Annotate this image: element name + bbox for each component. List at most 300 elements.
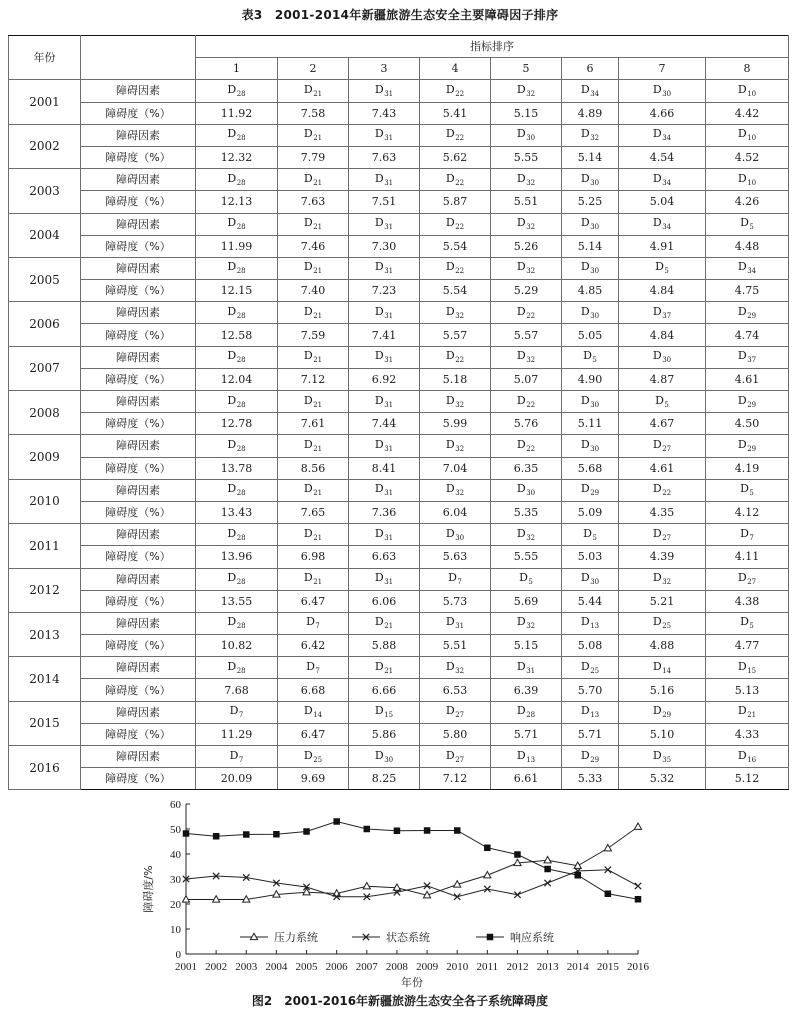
factor-code-subscript: 31 bbox=[526, 666, 536, 675]
factor-code-subscript: 5 bbox=[528, 578, 533, 587]
factor-code-subscript: 30 bbox=[455, 533, 465, 542]
legend-marker bbox=[250, 933, 257, 939]
factor-code bbox=[491, 213, 562, 235]
data-point bbox=[183, 831, 189, 837]
factor-code-subscript: 7 bbox=[315, 622, 320, 631]
factor-code-letter: D bbox=[374, 482, 384, 496]
factor-code-subscript: 21 bbox=[747, 711, 757, 720]
factor-code-subscript: 31 bbox=[384, 356, 394, 365]
data-point bbox=[544, 856, 551, 862]
factor-code-letter: D bbox=[516, 482, 526, 496]
factor-code bbox=[349, 568, 420, 590]
factor-code bbox=[196, 568, 278, 590]
factor-code-letter: D bbox=[303, 482, 313, 496]
data-point bbox=[182, 896, 189, 902]
factor-code-subscript: 5 bbox=[749, 622, 754, 631]
factor-row bbox=[9, 612, 789, 634]
factor-code-letter: D bbox=[652, 349, 662, 363]
factor-code bbox=[420, 124, 491, 146]
factor-label: 障碍因素 bbox=[81, 435, 196, 457]
factor-code-subscript: 34 bbox=[662, 134, 672, 143]
factor-code-letter: D bbox=[303, 571, 313, 585]
degree-value: 4.38 bbox=[706, 590, 789, 612]
factor-code-subscript: 29 bbox=[747, 311, 757, 320]
x-tick-label: 2011 bbox=[476, 961, 499, 973]
factor-code-subscript: 7 bbox=[457, 578, 462, 587]
degree-value: 5.14 bbox=[562, 235, 619, 257]
factor-code-subscript: 21 bbox=[313, 356, 323, 365]
degree-value: 6.06 bbox=[349, 590, 420, 612]
factor-code bbox=[196, 479, 278, 501]
data-point bbox=[484, 845, 490, 851]
factor-code-subscript: 29 bbox=[662, 711, 672, 720]
factor-code bbox=[349, 169, 420, 191]
factor-code-subscript: 14 bbox=[313, 711, 323, 720]
degree-value: 5.86 bbox=[349, 723, 420, 745]
degree-value: 5.57 bbox=[491, 324, 562, 346]
degree-value: 5.03 bbox=[562, 546, 619, 568]
x-tick-label: 2012 bbox=[506, 961, 529, 973]
degree-value: 5.21 bbox=[619, 590, 706, 612]
factor-code-letter: D bbox=[516, 748, 526, 762]
year-cell: 2003 bbox=[9, 169, 81, 213]
factor-code-subscript: 22 bbox=[455, 89, 465, 98]
factor-label: 障碍因素 bbox=[81, 612, 196, 634]
factor-code bbox=[278, 568, 349, 590]
rank-number: 1 bbox=[196, 58, 278, 80]
factor-code bbox=[278, 391, 349, 413]
factor-code bbox=[349, 612, 420, 634]
degree-value: 13.96 bbox=[196, 546, 278, 568]
factor-code bbox=[619, 524, 706, 546]
factor-code bbox=[349, 391, 420, 413]
factor-code-letter: D bbox=[374, 615, 384, 629]
degree-row bbox=[9, 102, 789, 124]
degree-value: 4.67 bbox=[619, 413, 706, 435]
factor-code-letter: D bbox=[652, 748, 662, 762]
factor-code-letter: D bbox=[516, 260, 526, 274]
degree-value: 11.99 bbox=[196, 235, 278, 257]
y-axis-title: 障碍度/% bbox=[142, 865, 155, 913]
factor-code-letter: D bbox=[374, 349, 384, 363]
factor-code bbox=[196, 524, 278, 546]
degree-value: 5.16 bbox=[619, 679, 706, 701]
factor-code bbox=[619, 257, 706, 279]
factor-code-letter: D bbox=[655, 393, 664, 407]
degree-label: 障碍度（%） bbox=[81, 324, 196, 346]
factor-code-letter: D bbox=[306, 615, 315, 629]
degree-value: 7.23 bbox=[349, 280, 420, 302]
factor-code-letter: D bbox=[652, 82, 662, 96]
factor-code-letter: D bbox=[580, 171, 590, 185]
degree-value: 4.66 bbox=[619, 102, 706, 124]
degree-value: 5.15 bbox=[491, 635, 562, 657]
factor-code-subscript: 21 bbox=[313, 578, 323, 587]
degree-value: 4.77 bbox=[706, 635, 789, 657]
degree-value: 7.63 bbox=[278, 191, 349, 213]
factor-code-letter: D bbox=[374, 82, 384, 96]
degree-row bbox=[9, 191, 789, 213]
x-tick-label: 2015 bbox=[596, 961, 619, 973]
data-point bbox=[213, 896, 220, 902]
degree-label: 障碍度（%） bbox=[81, 723, 196, 745]
obstacle-factor-table bbox=[8, 35, 789, 790]
degree-value: 11.92 bbox=[196, 102, 278, 124]
factor-code bbox=[619, 391, 706, 413]
data-point bbox=[454, 894, 460, 900]
factor-code-letter: D bbox=[303, 704, 313, 718]
table-title: 表3 2001-2014年新疆旅游生态安全主要障碍因子排序 bbox=[241, 8, 559, 22]
factor-code-subscript: 21 bbox=[384, 622, 394, 631]
factor-code-letter: D bbox=[445, 304, 455, 318]
factor-code bbox=[278, 124, 349, 146]
factor-code bbox=[706, 80, 789, 102]
degree-value: 4.75 bbox=[706, 280, 789, 302]
factor-code bbox=[706, 302, 789, 324]
factor-code-letter: D bbox=[580, 260, 590, 274]
factor-code bbox=[491, 568, 562, 590]
degree-value: 12.32 bbox=[196, 146, 278, 168]
degree-value: 4.39 bbox=[619, 546, 706, 568]
degree-label: 障碍度（%） bbox=[81, 679, 196, 701]
factor-code-subscript: 37 bbox=[747, 356, 757, 365]
degree-value: 7.12 bbox=[278, 368, 349, 390]
degree-value: 7.59 bbox=[278, 324, 349, 346]
degree-label: 障碍度（%） bbox=[81, 102, 196, 124]
factor-code-subscript: 25 bbox=[590, 666, 600, 675]
degree-row bbox=[9, 368, 789, 390]
factor-code bbox=[562, 124, 619, 146]
factor-code bbox=[562, 213, 619, 235]
degree-label: 障碍度（%） bbox=[81, 457, 196, 479]
x-tick-label: 2013 bbox=[536, 961, 559, 973]
factor-code-subscript: 31 bbox=[384, 267, 394, 276]
legend-label: 压力系统 bbox=[274, 931, 318, 944]
factor-code-subscript: 28 bbox=[236, 444, 246, 453]
factor-code-subscript: 25 bbox=[313, 755, 323, 764]
data-point bbox=[394, 828, 400, 834]
degree-value: 6.68 bbox=[278, 679, 349, 701]
rank-number: 7 bbox=[619, 58, 706, 80]
factor-code bbox=[196, 80, 278, 102]
factor-code bbox=[562, 435, 619, 457]
degree-value: 5.63 bbox=[420, 546, 491, 568]
factor-code bbox=[619, 346, 706, 368]
factor-code-letter: D bbox=[516, 526, 526, 540]
factor-code-letter: D bbox=[227, 615, 237, 629]
factor-code-subscript: 34 bbox=[662, 178, 672, 187]
factor-code-subscript: 5 bbox=[592, 533, 597, 542]
factor-code-subscript: 16 bbox=[747, 755, 757, 764]
factor-code-letter: D bbox=[227, 571, 237, 585]
factor-code-subscript: 22 bbox=[455, 134, 465, 143]
factor-code-letter: D bbox=[303, 526, 313, 540]
factor-code-subscript: 31 bbox=[384, 533, 394, 542]
degree-value: 4.61 bbox=[619, 457, 706, 479]
factor-code-subscript: 28 bbox=[236, 134, 246, 143]
degree-row bbox=[9, 413, 789, 435]
degree-value: 5.62 bbox=[420, 146, 491, 168]
factor-code bbox=[491, 169, 562, 191]
factor-code bbox=[491, 346, 562, 368]
factor-code-letter: D bbox=[652, 659, 662, 673]
factor-code bbox=[420, 257, 491, 279]
year-cell: 2016 bbox=[9, 746, 81, 790]
factor-code-subscript: 7 bbox=[238, 711, 244, 720]
degree-value: 6.53 bbox=[420, 679, 491, 701]
factor-code-letter: D bbox=[737, 748, 747, 762]
factor-code-subscript: 32 bbox=[455, 311, 465, 320]
degree-value: 7.41 bbox=[349, 324, 420, 346]
factor-code-letter: D bbox=[580, 704, 590, 718]
factor-code bbox=[420, 612, 491, 634]
degree-value: 6.04 bbox=[420, 501, 491, 523]
year-header: 年份 bbox=[9, 36, 81, 80]
factor-code bbox=[420, 346, 491, 368]
factor-code bbox=[420, 746, 491, 768]
degree-value: 4.26 bbox=[706, 191, 789, 213]
factor-row bbox=[9, 80, 789, 102]
degree-value: 5.69 bbox=[491, 590, 562, 612]
factor-code-subscript: 27 bbox=[747, 578, 757, 587]
degree-label: 障碍度（%） bbox=[81, 280, 196, 302]
factor-code bbox=[562, 302, 619, 324]
factor-code-letter: D bbox=[445, 260, 455, 274]
factor-row bbox=[9, 524, 789, 546]
degree-value: 10.82 bbox=[196, 635, 278, 657]
factor-code bbox=[349, 524, 420, 546]
year-cell: 2011 bbox=[9, 524, 81, 568]
factor-code-subscript: 30 bbox=[590, 400, 600, 409]
x-tick-label: 2014 bbox=[566, 961, 589, 973]
degree-value: 7.40 bbox=[278, 280, 349, 302]
factor-code-letter: D bbox=[448, 571, 457, 585]
factor-code-subscript: 31 bbox=[384, 178, 394, 187]
factor-code-letter: D bbox=[374, 216, 384, 230]
subsystem-obstacle-line-chart bbox=[0, 790, 800, 990]
degree-value: 6.47 bbox=[278, 590, 349, 612]
degree-value: 7.65 bbox=[278, 501, 349, 523]
factor-code-subscript: 28 bbox=[236, 400, 246, 409]
factor-code-letter: D bbox=[227, 349, 237, 363]
factor-code-letter: D bbox=[227, 127, 237, 141]
factor-code bbox=[349, 746, 420, 768]
factor-code-subscript: 32 bbox=[526, 223, 536, 232]
figure-caption: 图2 2001-2016年新疆旅游生态安全各子系统障碍度 bbox=[251, 994, 549, 1008]
factor-code-subscript: 31 bbox=[384, 400, 394, 409]
factor-code-subscript: 32 bbox=[455, 666, 465, 675]
factor-code-letter: D bbox=[445, 171, 455, 185]
factor-code bbox=[619, 701, 706, 723]
factor-code bbox=[491, 435, 562, 457]
factor-code-subscript: 13 bbox=[590, 622, 600, 631]
factor-code-letter: D bbox=[516, 704, 526, 718]
factor-code-letter: D bbox=[445, 704, 455, 718]
factor-code-letter: D bbox=[580, 304, 590, 318]
factor-code-letter: D bbox=[652, 615, 662, 629]
factor-code-subscript: 28 bbox=[236, 578, 246, 587]
factor-label: 障碍因素 bbox=[81, 257, 196, 279]
factor-code bbox=[619, 124, 706, 146]
factor-row bbox=[9, 568, 789, 590]
x-tick-label: 2009 bbox=[416, 961, 439, 973]
factor-code bbox=[349, 213, 420, 235]
degree-value: 7.58 bbox=[278, 102, 349, 124]
factor-code-letter: D bbox=[516, 216, 526, 230]
factor-code-letter: D bbox=[516, 304, 526, 318]
factor-code-subscript: 28 bbox=[236, 178, 246, 187]
factor-label: 障碍因素 bbox=[81, 169, 196, 191]
factor-code bbox=[349, 124, 420, 146]
degree-value: 7.61 bbox=[278, 413, 349, 435]
factor-code bbox=[420, 568, 491, 590]
factor-code-subscript: 22 bbox=[455, 223, 465, 232]
factor-code-letter: D bbox=[306, 659, 315, 673]
factor-code-letter: D bbox=[737, 82, 747, 96]
degree-value: 12.15 bbox=[196, 280, 278, 302]
degree-value: 5.08 bbox=[562, 635, 619, 657]
factor-row bbox=[9, 257, 789, 279]
degree-value: 5.04 bbox=[619, 191, 706, 213]
factor-code bbox=[278, 257, 349, 279]
degree-value: 5.26 bbox=[491, 235, 562, 257]
factor-code-subscript: 32 bbox=[455, 400, 465, 409]
factor-code bbox=[619, 746, 706, 768]
factor-code bbox=[196, 391, 278, 413]
degree-value: 4.12 bbox=[706, 501, 789, 523]
degree-label: 障碍度（%） bbox=[81, 635, 196, 657]
factor-code-subscript: 22 bbox=[526, 400, 536, 409]
factor-code bbox=[491, 80, 562, 102]
x-tick-label: 2007 bbox=[355, 961, 378, 973]
factor-code-letter: D bbox=[227, 659, 237, 673]
factor-code bbox=[619, 302, 706, 324]
factor-code bbox=[706, 257, 789, 279]
factor-code-letter: D bbox=[374, 659, 384, 673]
factor-code bbox=[278, 524, 349, 546]
degree-label: 障碍度（%） bbox=[81, 546, 196, 568]
y-tick-label: 40 bbox=[170, 849, 181, 861]
degree-value: 11.29 bbox=[196, 723, 278, 745]
year-cell: 2007 bbox=[9, 346, 81, 390]
degree-value: 4.89 bbox=[562, 102, 619, 124]
degree-value: 7.63 bbox=[349, 146, 420, 168]
year-cell: 2005 bbox=[9, 257, 81, 301]
data-point bbox=[243, 832, 249, 838]
rank-number: 4 bbox=[420, 58, 491, 80]
factor-code bbox=[491, 612, 562, 634]
factor-code-letter: D bbox=[374, 437, 384, 451]
series-cross bbox=[183, 867, 641, 900]
factor-code-subscript: 31 bbox=[384, 489, 394, 498]
degree-value: 4.54 bbox=[619, 146, 706, 168]
factor-code-letter: D bbox=[652, 437, 662, 451]
factor-code-subscript: 30 bbox=[590, 178, 600, 187]
factor-code-letter: D bbox=[229, 704, 239, 718]
factor-code bbox=[278, 213, 349, 235]
factor-code-subscript: 5 bbox=[749, 223, 754, 232]
factor-code bbox=[278, 169, 349, 191]
factor-code-subscript: 27 bbox=[662, 533, 672, 542]
factor-code bbox=[196, 213, 278, 235]
factor-code-subscript: 32 bbox=[526, 356, 536, 365]
data-point bbox=[273, 831, 279, 837]
degree-row bbox=[9, 457, 789, 479]
factor-code bbox=[278, 657, 349, 679]
factor-code-letter: D bbox=[227, 82, 237, 96]
degree-value: 4.52 bbox=[706, 146, 789, 168]
data-point bbox=[334, 819, 340, 825]
factor-code bbox=[619, 169, 706, 191]
degree-value: 7.51 bbox=[349, 191, 420, 213]
factor-code-subscript: 10 bbox=[747, 89, 757, 98]
factor-code bbox=[196, 257, 278, 279]
factor-code bbox=[706, 568, 789, 590]
factor-code-subscript: 21 bbox=[384, 666, 394, 675]
factor-code-subscript: 21 bbox=[313, 178, 323, 187]
factor-code bbox=[491, 524, 562, 546]
factor-code-subscript: 22 bbox=[455, 178, 465, 187]
factor-code-letter: D bbox=[303, 393, 313, 407]
factor-code-subscript: 21 bbox=[313, 134, 323, 143]
factor-row bbox=[9, 346, 789, 368]
factor-code-letter: D bbox=[227, 304, 237, 318]
degree-value: 6.35 bbox=[491, 457, 562, 479]
factor-code bbox=[278, 80, 349, 102]
factor-code-letter: D bbox=[303, 304, 313, 318]
factor-label: 障碍因素 bbox=[81, 346, 196, 368]
factor-code bbox=[706, 746, 789, 768]
factor-code bbox=[420, 391, 491, 413]
factor-code-letter: D bbox=[303, 171, 313, 185]
factor-code-subscript: 32 bbox=[455, 489, 465, 498]
factor-code bbox=[278, 346, 349, 368]
factor-code-subscript: 28 bbox=[236, 267, 246, 276]
degree-row bbox=[9, 768, 789, 790]
factor-code bbox=[349, 435, 420, 457]
degree-value: 5.80 bbox=[420, 723, 491, 745]
factor-code-letter: D bbox=[516, 615, 526, 629]
factor-code bbox=[420, 435, 491, 457]
factor-code bbox=[278, 479, 349, 501]
factor-code bbox=[619, 80, 706, 102]
rank-header: 指标排序 bbox=[196, 36, 789, 58]
factor-code bbox=[278, 746, 349, 768]
factor-label: 障碍因素 bbox=[81, 568, 196, 590]
factor-code-letter: D bbox=[227, 526, 237, 540]
x-tick-label: 2010 bbox=[446, 961, 469, 973]
factor-label: 障碍因素 bbox=[81, 479, 196, 501]
factor-code-subscript: 13 bbox=[526, 755, 536, 764]
degree-value: 8.56 bbox=[278, 457, 349, 479]
factor-code-letter: D bbox=[652, 171, 662, 185]
factor-code-letter: D bbox=[652, 704, 662, 718]
factor-code-letter: D bbox=[583, 526, 592, 540]
factor-code bbox=[706, 391, 789, 413]
degree-value: 5.33 bbox=[562, 768, 619, 790]
y-tick-label: 10 bbox=[170, 924, 181, 936]
year-cell: 2008 bbox=[9, 391, 81, 435]
factor-code bbox=[706, 213, 789, 235]
degree-value: 7.79 bbox=[278, 146, 349, 168]
factor-code bbox=[619, 612, 706, 634]
degree-label: 障碍度（%） bbox=[81, 768, 196, 790]
degree-row bbox=[9, 501, 789, 523]
factor-code-letter: D bbox=[303, 216, 313, 230]
factor-code-subscript: 31 bbox=[384, 223, 394, 232]
factor-code-letter: D bbox=[580, 659, 590, 673]
factor-label: 障碍因素 bbox=[81, 302, 196, 324]
